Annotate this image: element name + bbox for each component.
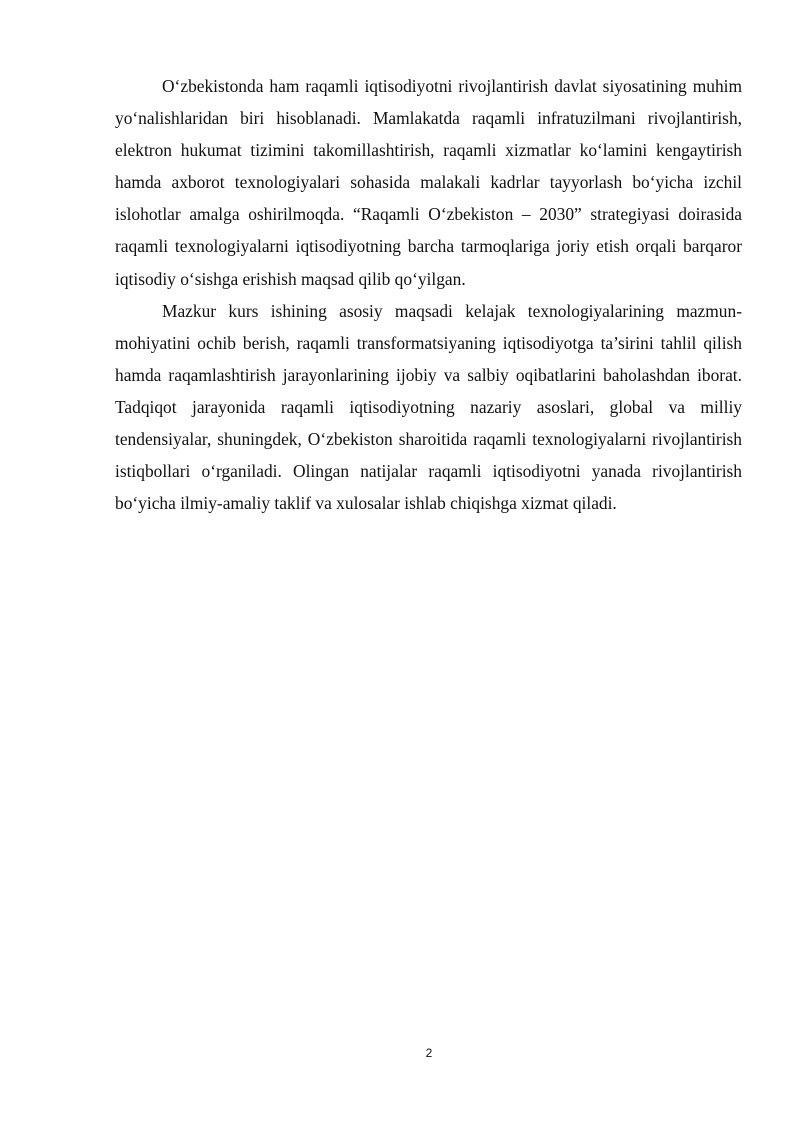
paragraph-2: Mazkur kurs ishining asosiy maqsadi kelajak texnologiyalarining mazmun-mohiyatini ochib berish, raqamli transformatsiyaning iqtisodiyotga ta’sirini tahlil qilish hamda raqamlashtirish jarayonlarining ijobiy va salbiy oqibatlarini baholashdan iborat. Tadqiqot jarayonida raqamli iqtisodiyotning nazariy asoslari, global va milliy tendensiyalar, shuningdek, O‘zbekiston sharoitida raqamli texnologiyalarni rivojlantirish istiqbollari o‘rganiladi. Olingan natijalar raqamli iqtisodiyotni yanada rivojlantirish bo‘yicha ilmiy-amaliy taklif va xulosalar ishlab chiqishga xizmat qiladi. — [115, 300, 742, 514]
paragraph-1: O‘zbekistonda ham raqamli iqtisodiyotni rivojlantirish davlat siyosatining muhim yo‘nalishlaridan biri hisoblanadi. Mamlakatda raqamli infratuzilmani rivojlantirish, elektron hukumat tizimini takomillashtirish, raqamli xizmatlar ko‘lamini kengaytirish hamda axborot texnologiyalari sohasida malakali kadrlar tayyorlash bo‘yicha izchil islohotlar amalga oshirilmoqda. “Raqamli O‘zbekiston – 2030” strategiyasi doirasida raqamli texnologiyalarni iqtisodiyotning barcha tarmoqlariga joriy etish orqali barqaror iqtisodiy o‘sishga erishish maqsad qilib qo‘yilgan. — [115, 76, 742, 289]
page-number: 2 — [425, 1046, 433, 1060]
body-text — [115, 70, 742, 519]
